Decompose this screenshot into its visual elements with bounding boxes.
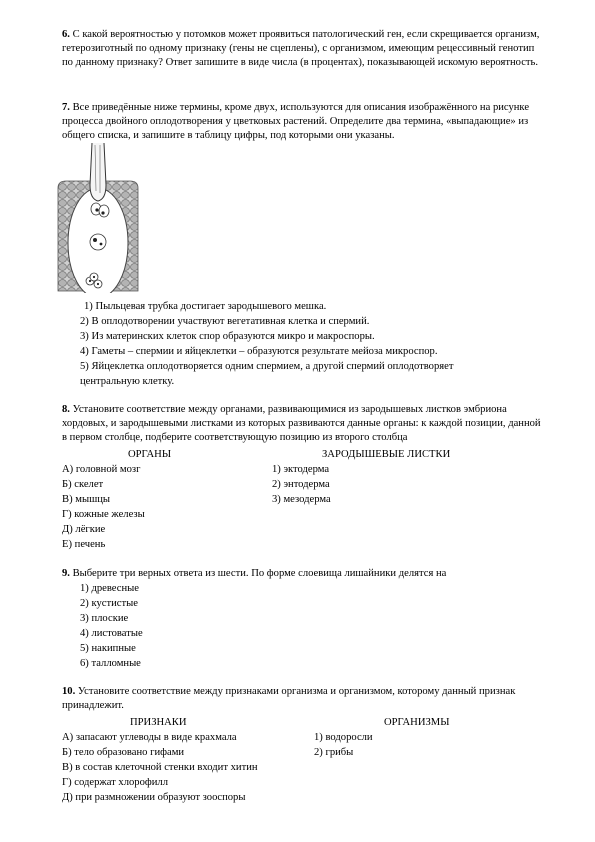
question-8-col1-header: ОРГАНЫ (128, 449, 172, 460)
list-item: Б) тело образовано гифами (62, 747, 185, 758)
list-item: Г) содержат хлорофилл (62, 777, 168, 788)
question-7-option: 3) Из материнских клеток спор образуются микро и макроспоры. (80, 331, 375, 342)
question-9-option: 5) накипные (80, 643, 136, 654)
question-7-option: 4) Гаметы – спермии и яйцеклетки – образуются результате мейоза микроспор. (80, 346, 438, 357)
question-9-option: 4) листоватые (80, 628, 143, 639)
question-9-option: 1) древесные (80, 583, 139, 594)
question-9-option: 2) кустистые (80, 598, 138, 609)
list-item: Г) кожные железы (62, 509, 145, 520)
question-10-text: Установите соответствие между признаками организма и организмом, которому данный признак принадлежит. (62, 686, 516, 711)
question-6 (62, 28, 542, 70)
list-item: А) запасают углеводы в виде крахмала (62, 732, 237, 743)
list-item: 1) эктодерма (272, 464, 330, 475)
question-8-col2-header: ЗАРОДЫШЕВЫЕ ЛИСТКИ (322, 449, 451, 460)
question-9-option: 3) плоские (80, 613, 129, 624)
list-item: Е) печень (62, 539, 106, 550)
question-6-number: 6. (62, 29, 70, 40)
question-7-option: 1) Пыльцевая трубка достигает зародышевого мешка. (84, 301, 327, 312)
question-7-text: Все приведённые ниже термины, кроме двух, используются для описания изображённого на рисунке процесса двойного оплодотворения у цветковых растений. Определите два термина, «выпадающие» из общего списка, и запишите в таблицу цифры, под которыми они указаны. (62, 102, 530, 141)
list-item: 2) энтодерма (272, 479, 330, 490)
list-item: Д) при размножении образуют зоoспоры (62, 792, 246, 803)
list-item: А) головной мозг (62, 464, 141, 475)
question-7-number: 7. (62, 102, 70, 113)
list-item: В) мышцы (62, 494, 111, 505)
double-fertilization-illustration (40, 143, 145, 293)
question-8 (62, 403, 542, 445)
question-10-number: 10. (62, 686, 76, 697)
list-item: 2) грибы (314, 747, 354, 758)
list-item: В) в состав клеточной стенки входит хитин (62, 762, 258, 773)
question-10-col1-header: ПРИЗНАКИ (130, 717, 187, 728)
question-7-option: 5) Яйцеклетка оплодотворяется одним спермием, а другой спермий оплодотворяет (80, 361, 454, 372)
question-8-text: Установите соответствие между органами, развивающимися из зародышевых листков эмбриона хордовых, и зародышевыми листками из которых развиваются данные органы: к каждой позиции, данной в первом столбце, подберите соответствующую позицию из второго столбца (62, 404, 541, 443)
question-8-number: 8. (62, 404, 70, 415)
list-item: Д) лёгкие (62, 524, 106, 535)
list-item: 3) мезодерма (272, 494, 331, 505)
question-7-option: 2) В оплодотворении участвуют вегетативная клетка и спермий. (80, 316, 370, 327)
list-item: Б) скелет (62, 479, 104, 490)
question-10-col2-header: ОРГАНИЗМЫ (384, 717, 450, 728)
question-9-option: 6) талломные (80, 658, 141, 669)
list-item: 1) водоросли (314, 732, 373, 743)
question-7-option: центральную клетку. (80, 376, 175, 387)
question-9 (62, 567, 446, 581)
question-10 (62, 685, 542, 713)
question-6-text: С какой вероятностью у потомков может проявиться патологический ген, если скрещивается организм, гетерозиготный по одному признаку (гены не сцеплены), с организмом, имеющим рецессивный генотип по данному признаку? Ответ запишите в виде числа (в процентах), показывающей искомую вероятность. (62, 29, 540, 68)
question-9-text: Выберите три верных ответа из шести. По форме слоевища лишайники делятся на (72, 568, 447, 579)
question-9-number: 9. (62, 568, 70, 579)
question-7 (62, 101, 542, 143)
